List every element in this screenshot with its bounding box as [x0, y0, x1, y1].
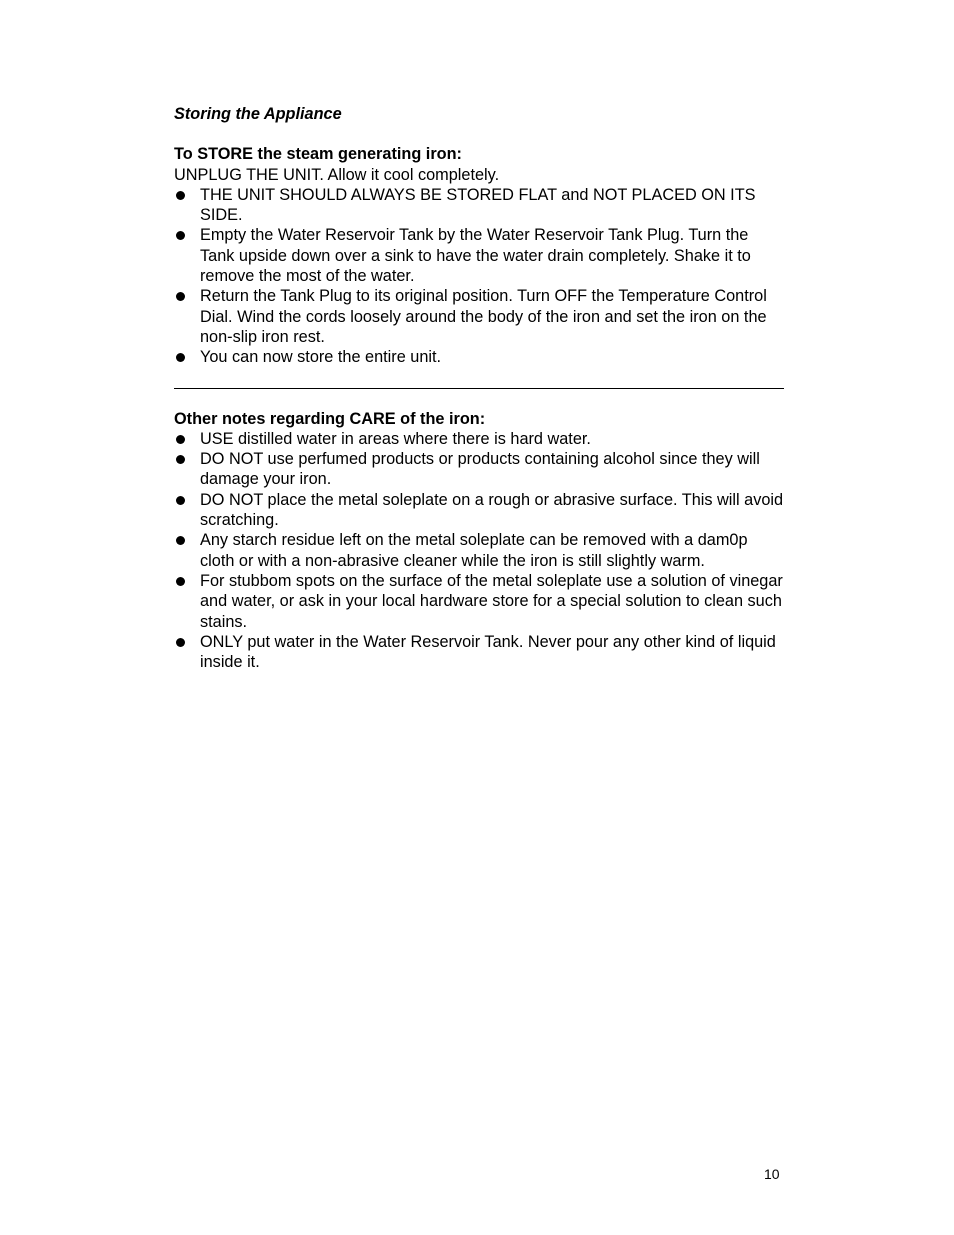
list-item: [174, 429, 786, 449]
list-item-text: ONLY put water in the Water Reservoir Tank. Never pour any other kind of liquid inside it.: [200, 632, 776, 672]
bullet-icon: [176, 231, 185, 240]
bullet-icon: [176, 292, 185, 301]
list-item: [174, 185, 786, 226]
list-item: [174, 286, 786, 347]
list-item: [174, 571, 786, 632]
bullet-icon: [176, 638, 185, 647]
section-title: Storing the Appliance: [174, 105, 342, 123]
bullet-icon: [176, 191, 185, 200]
care-list: [174, 429, 786, 673]
list-item: [174, 347, 786, 367]
list-item: [174, 225, 786, 286]
bullet-icon: [176, 577, 185, 586]
bullet-icon: [176, 455, 185, 464]
store-list: [174, 185, 786, 368]
list-item-text: DO NOT use perfumed products or products containing alcohol since they will damage your iron.: [200, 450, 760, 489]
section-divider: [174, 388, 784, 389]
list-item-text: Empty the Water Reservoir Tank by the Water Reservoir Tank Plug. Turn the Tank upside down over a sink to have the water drain completely. Shake it to remove the most of the water.: [200, 226, 751, 286]
page-content: [174, 104, 786, 672]
list-item: [174, 490, 786, 531]
list-item: [174, 530, 786, 571]
store-heading: To STORE the steam generating iron:: [174, 145, 462, 164]
bullet-icon: [176, 496, 185, 505]
list-item-text: USE distilled water in areas where there is hard water.: [200, 429, 591, 448]
bullet-icon: [176, 536, 185, 545]
list-item-text: THE UNIT SHOULD ALWAYS BE STORED FLAT and NOT PLACED ON ITS SIDE.: [200, 185, 756, 225]
care-heading: Other notes regarding CARE of the iron:: [174, 409, 486, 428]
list-item-text: DO NOT place the metal soleplate on a rough or abrasive surface. This will avoid scratching.: [200, 490, 784, 530]
list-item: [174, 449, 786, 490]
list-item-text: For stubbom spots on the surface of the metal soleplate use a solution of vinegar and water, or ask in your local hardware store for a special solution to clean such stains.: [200, 571, 783, 631]
page-number: 10: [764, 1166, 780, 1182]
list-item-text: Any starch residue left on the metal soleplate can be removed with a dam0p cloth or with a non-abrasive cleaner while the iron is still slightly warm.: [200, 531, 748, 570]
list-item: [174, 632, 786, 673]
list-item-text: You can now store the entire unit.: [200, 348, 442, 367]
list-item-text: Return the Tank Plug to its original position. Turn OFF the Temperature Control Dial. Wind the cords loosely around the body of the iron and set the iron on the non-slip iron rest.: [200, 287, 767, 346]
bullet-icon: [176, 435, 185, 444]
bullet-icon: [176, 353, 185, 362]
store-intro: UNPLUG THE UNIT. Allow it cool completely.: [174, 165, 500, 184]
